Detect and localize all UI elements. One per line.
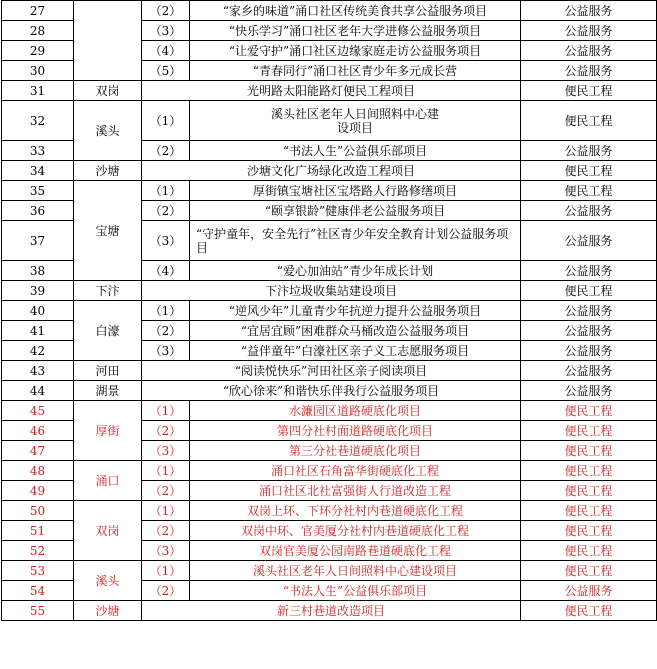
row-number: 41 <box>2 321 74 341</box>
town-cell: 厚街 <box>74 401 142 461</box>
sub-index: （3） <box>142 221 190 261</box>
project-name: “益伴童年”白濠社区亲子义工志愿服务项目 <box>190 341 521 361</box>
project-name: “守护童年，安全先行”社区青少年安全教育计划公益服务项目 <box>190 221 521 261</box>
town-cell: 白濠 <box>74 301 142 361</box>
project-name: 溪头社区老年人日间照料中心建设项目 <box>190 101 521 141</box>
project-type: 公益服务 <box>521 201 657 221</box>
project-type: 便民工程 <box>521 161 657 181</box>
sub-index: （5） <box>142 61 190 81</box>
project-type: 便民工程 <box>521 601 657 621</box>
project-type: 公益服务 <box>521 221 657 261</box>
project-name: “书法人生”公益俱乐部项目 <box>190 581 521 601</box>
project-type: 便民工程 <box>521 481 657 501</box>
project-type: 公益服务 <box>521 61 657 81</box>
project-type: 公益服务 <box>521 361 657 381</box>
town-cell: 溪头 <box>74 561 142 601</box>
sub-index: （1） <box>142 181 190 201</box>
project-name: “颐享银龄”健康伴老公益服务项目 <box>190 201 521 221</box>
project-name: 水濂园区道路硬底化项目 <box>190 401 521 421</box>
project-type: 公益服务 <box>521 141 657 161</box>
row-number: 32 <box>2 101 74 141</box>
project-table <box>1 0 657 621</box>
project-name: “家乡的味道”涌口社区传统美食共享公益服务项目 <box>190 1 521 21</box>
project-type: 便民工程 <box>521 441 657 461</box>
project-name: 溪头社区老年人日间照料中心建设项目 <box>190 561 521 581</box>
row-number: 27 <box>2 1 74 21</box>
project-name: 光明路太阳能路灯便民工程项目 <box>142 81 521 101</box>
project-name: “宜居宜顾”困难群众马桶改造公益服务项目 <box>190 321 521 341</box>
sub-index: （2） <box>142 321 190 341</box>
sub-index: （3） <box>142 21 190 41</box>
row-number: 44 <box>2 381 74 401</box>
project-type: 便民工程 <box>521 281 657 301</box>
project-name: “青春同行”涌口社区青少年多元成长营 <box>190 61 521 81</box>
sub-index: （2） <box>142 581 190 601</box>
row-number: 45 <box>2 401 74 421</box>
row-number: 55 <box>2 601 74 621</box>
project-name: “书法人生”公益俱乐部项目 <box>190 141 521 161</box>
sub-index: （1） <box>142 461 190 481</box>
table-row <box>2 381 657 401</box>
row-number: 48 <box>2 461 74 481</box>
sub-index: （2） <box>142 1 190 21</box>
project-name: 第四分社村面道路硬底化项目 <box>190 421 521 441</box>
table-row <box>2 561 657 581</box>
project-type: 便民工程 <box>521 181 657 201</box>
project-name: “阅读悦快乐”河田社区亲子阅读项目 <box>142 361 521 381</box>
sub-index: （3） <box>142 441 190 461</box>
project-name: 沙塘文化广场绿化改造工程项目 <box>142 161 521 181</box>
sub-index: （1） <box>142 561 190 581</box>
sub-index: （4） <box>142 41 190 61</box>
row-number: 37 <box>2 221 74 261</box>
sub-index: （3） <box>142 541 190 561</box>
sub-index: （1） <box>142 101 190 141</box>
project-name: 涌口社区石角富华街硬底化工程 <box>190 461 521 481</box>
table-row <box>2 601 657 621</box>
table-row <box>2 1 657 21</box>
sub-index: （2） <box>142 141 190 161</box>
row-number: 29 <box>2 41 74 61</box>
project-type: 便民工程 <box>521 541 657 561</box>
project-name: “逆风少年”儿童青少年抗逆力提升公益服务项目 <box>190 301 521 321</box>
project-type: 公益服务 <box>521 1 657 21</box>
town-cell: 双岗 <box>74 81 142 101</box>
sub-index: （4） <box>142 261 190 281</box>
project-type: 便民工程 <box>521 401 657 421</box>
row-number: 31 <box>2 81 74 101</box>
project-name: “快乐学习”涌口社区老年大学进修公益服务项目 <box>190 21 521 41</box>
project-name: 厚街镇宝塘社区宝塔路人行路修缮项目 <box>190 181 521 201</box>
row-number: 30 <box>2 61 74 81</box>
row-number: 51 <box>2 521 74 541</box>
table-row <box>2 281 657 301</box>
project-name: “欣心徐来”和谐快乐伴我行公益服务项目 <box>142 381 521 401</box>
row-number: 47 <box>2 441 74 461</box>
sub-index: （2） <box>142 481 190 501</box>
table-row <box>2 401 657 421</box>
row-number: 52 <box>2 541 74 561</box>
sub-index: （1） <box>142 301 190 321</box>
project-name: 双岗中环、官美厦分社村内巷道硬底化工程 <box>190 521 521 541</box>
project-type: 公益服务 <box>521 321 657 341</box>
project-type: 便民工程 <box>521 521 657 541</box>
table-row <box>2 461 657 481</box>
row-number: 40 <box>2 301 74 321</box>
project-name: 双岗官美厦公园南路巷道硬底化工程 <box>190 541 521 561</box>
sub-index: （2） <box>142 521 190 541</box>
project-type: 便民工程 <box>521 461 657 481</box>
project-type: 便民工程 <box>521 561 657 581</box>
project-name: 新三村巷道改造项目 <box>142 601 521 621</box>
row-number: 42 <box>2 341 74 361</box>
row-number: 35 <box>2 181 74 201</box>
row-number: 43 <box>2 361 74 381</box>
project-type: 公益服务 <box>521 261 657 281</box>
row-number: 39 <box>2 281 74 301</box>
table-row <box>2 181 657 201</box>
row-number: 36 <box>2 201 74 221</box>
town-cell: 涌口 <box>74 461 142 501</box>
project-type: 便民工程 <box>521 81 657 101</box>
project-type: 便民工程 <box>521 501 657 521</box>
project-name: “爱心加油站”青少年成长计划 <box>190 261 521 281</box>
town-cell <box>74 1 142 81</box>
town-cell: 溪头 <box>74 101 142 161</box>
project-type: 便民工程 <box>521 421 657 441</box>
project-type: 便民工程 <box>521 101 657 141</box>
project-name: 涌口社区北社富强街人行道改造工程 <box>190 481 521 501</box>
row-number: 54 <box>2 581 74 601</box>
table-row <box>2 81 657 101</box>
row-number: 38 <box>2 261 74 281</box>
table-row <box>2 501 657 521</box>
town-cell: 湖景 <box>74 381 142 401</box>
town-cell: 沙塘 <box>74 161 142 181</box>
town-cell: 宝塘 <box>74 181 142 281</box>
project-name: “让爱守护”涌口社区边缘家庭走访公益服务项目 <box>190 41 521 61</box>
sub-index: （1） <box>142 501 190 521</box>
project-type: 公益服务 <box>521 21 657 41</box>
row-number: 49 <box>2 481 74 501</box>
project-name: 双岗上环、下环分社村内巷道硬底化工程 <box>190 501 521 521</box>
table-row <box>2 101 657 141</box>
table-row <box>2 161 657 181</box>
project-name: 下汴垃圾收集站建设项目 <box>142 281 521 301</box>
town-cell: 河田 <box>74 361 142 381</box>
town-cell: 沙塘 <box>74 601 142 621</box>
town-cell: 下汴 <box>74 281 142 301</box>
project-type: 公益服务 <box>521 301 657 321</box>
row-number: 34 <box>2 161 74 181</box>
row-number: 50 <box>2 501 74 521</box>
project-name: 第三分社巷道硬底化项目 <box>190 441 521 461</box>
project-type: 公益服务 <box>521 41 657 61</box>
row-number: 33 <box>2 141 74 161</box>
table-row <box>2 361 657 381</box>
project-type: 公益服务 <box>521 341 657 361</box>
row-number: 46 <box>2 421 74 441</box>
town-cell: 双岗 <box>74 501 142 561</box>
row-number: 53 <box>2 561 74 581</box>
project-type: 公益服务 <box>521 381 657 401</box>
sub-index: （3） <box>142 341 190 361</box>
row-number: 28 <box>2 21 74 41</box>
sub-index: （2） <box>142 421 190 441</box>
table-row <box>2 301 657 321</box>
project-type: 公益服务 <box>521 581 657 601</box>
sub-index: （1） <box>142 401 190 421</box>
sub-index: （2） <box>142 201 190 221</box>
